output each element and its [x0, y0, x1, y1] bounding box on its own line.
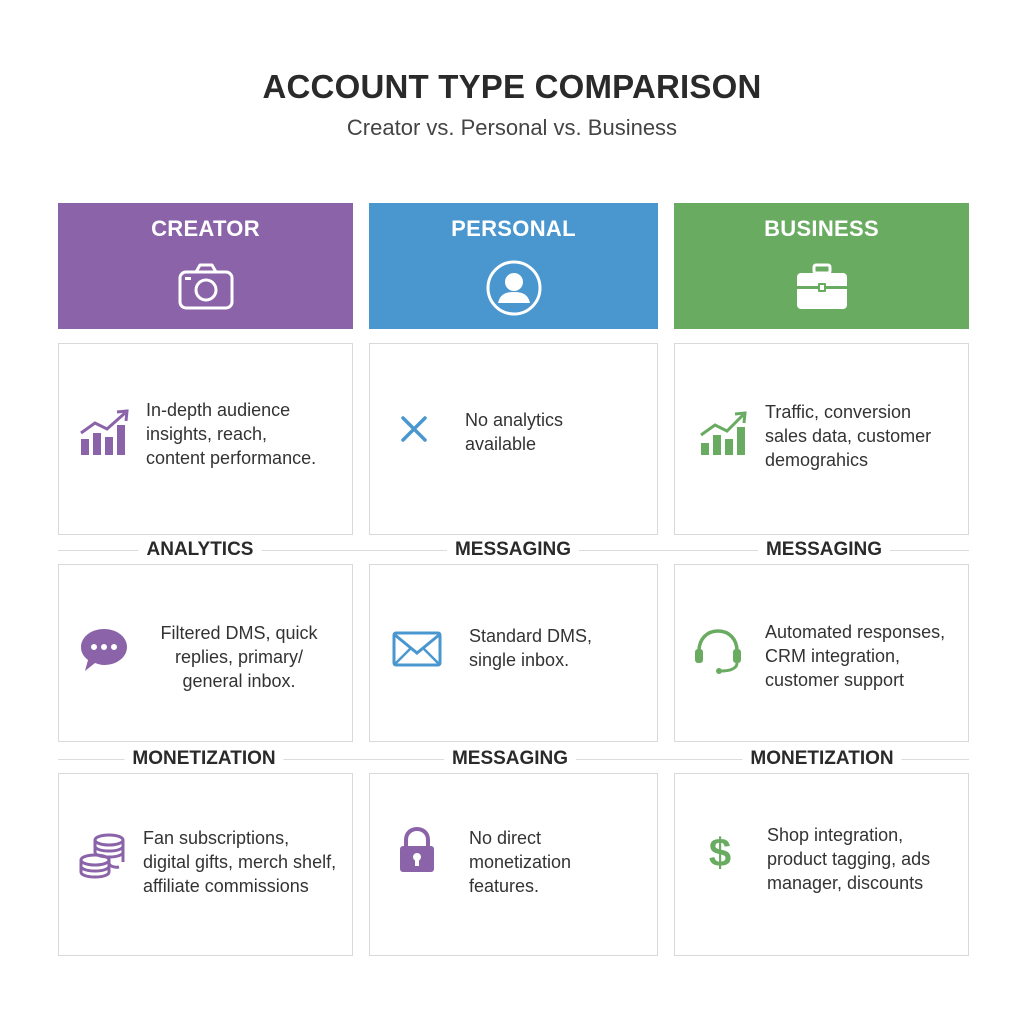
card-creator-analytics-text: In-depth audience insights, reach, content performance. [146, 400, 317, 468]
header-personal [369, 203, 658, 329]
x-mark-icon [392, 407, 436, 451]
card-personal-messaging [369, 564, 658, 742]
header-business [674, 203, 969, 329]
page-subtitle: Creator vs. Personal vs. Business [346, 115, 678, 140]
headset-icon [691, 623, 745, 677]
card-personal-monetization [369, 773, 658, 956]
card-business-monetization-text: Shop integration, product tagging, ads manager, discounts [767, 825, 931, 893]
card-personal-messaging-text: Standard DMS, single inbox. [469, 626, 593, 670]
card-business-analytics-text: Traffic, conversion sales data, customer demograhics [765, 402, 932, 470]
section-label-personal-messaging: MESSAGING [444, 747, 576, 771]
card-creator-monetization [58, 773, 353, 956]
section-label-creator-monetization: MONETIZATION [124, 747, 283, 771]
envelope-icon [390, 623, 444, 677]
section-label-business-monetization: MONETIZATION [742, 747, 901, 771]
card-personal-analytics [369, 343, 658, 535]
card-business-messaging [674, 564, 969, 742]
section-label-personal-messaging: MESSAGING [447, 538, 579, 562]
camera-icon [176, 258, 236, 318]
section-label-business-messaging: MESSAGING [758, 538, 890, 562]
header-creator-label: CREATOR [151, 216, 260, 241]
header-creator [58, 203, 353, 329]
card-personal-monetization-text: No direct monetization features. [469, 828, 572, 896]
card-creator-messaging-text: Filtered DMS, quick replies, primary/ general inbox. [160, 623, 318, 691]
header-personal-label: PERSONAL [451, 216, 576, 241]
lock-icon [390, 824, 444, 878]
section-label-creator-analytics: ANALYTICS [139, 538, 262, 562]
card-creator-messaging [58, 564, 353, 742]
card-business-analytics [674, 343, 969, 535]
card-business-messaging-text: Automated responses, CRM integration, customer support [765, 622, 946, 690]
svg-text:$: $ [708, 831, 732, 875]
page-title: ACCOUNT TYPE COMPARISON [262, 68, 762, 105]
header-business-label: BUSINESS [764, 216, 879, 241]
card-creator-analytics [58, 343, 353, 535]
chat-bubble-icon [77, 623, 131, 677]
coin-stack-icon [75, 830, 129, 884]
user-circle-icon [484, 258, 544, 318]
card-personal-analytics-text: No analytics available [465, 410, 564, 454]
card-creator-monetization-text: Fan subscriptions, digital gifts, merch shelf, affiliate commissions [143, 828, 337, 896]
growth-chart-icon [697, 407, 751, 461]
dollar-icon [693, 824, 747, 878]
briefcase-icon [792, 258, 852, 318]
card-business-monetization [674, 773, 969, 956]
growth-chart-icon [77, 407, 131, 461]
